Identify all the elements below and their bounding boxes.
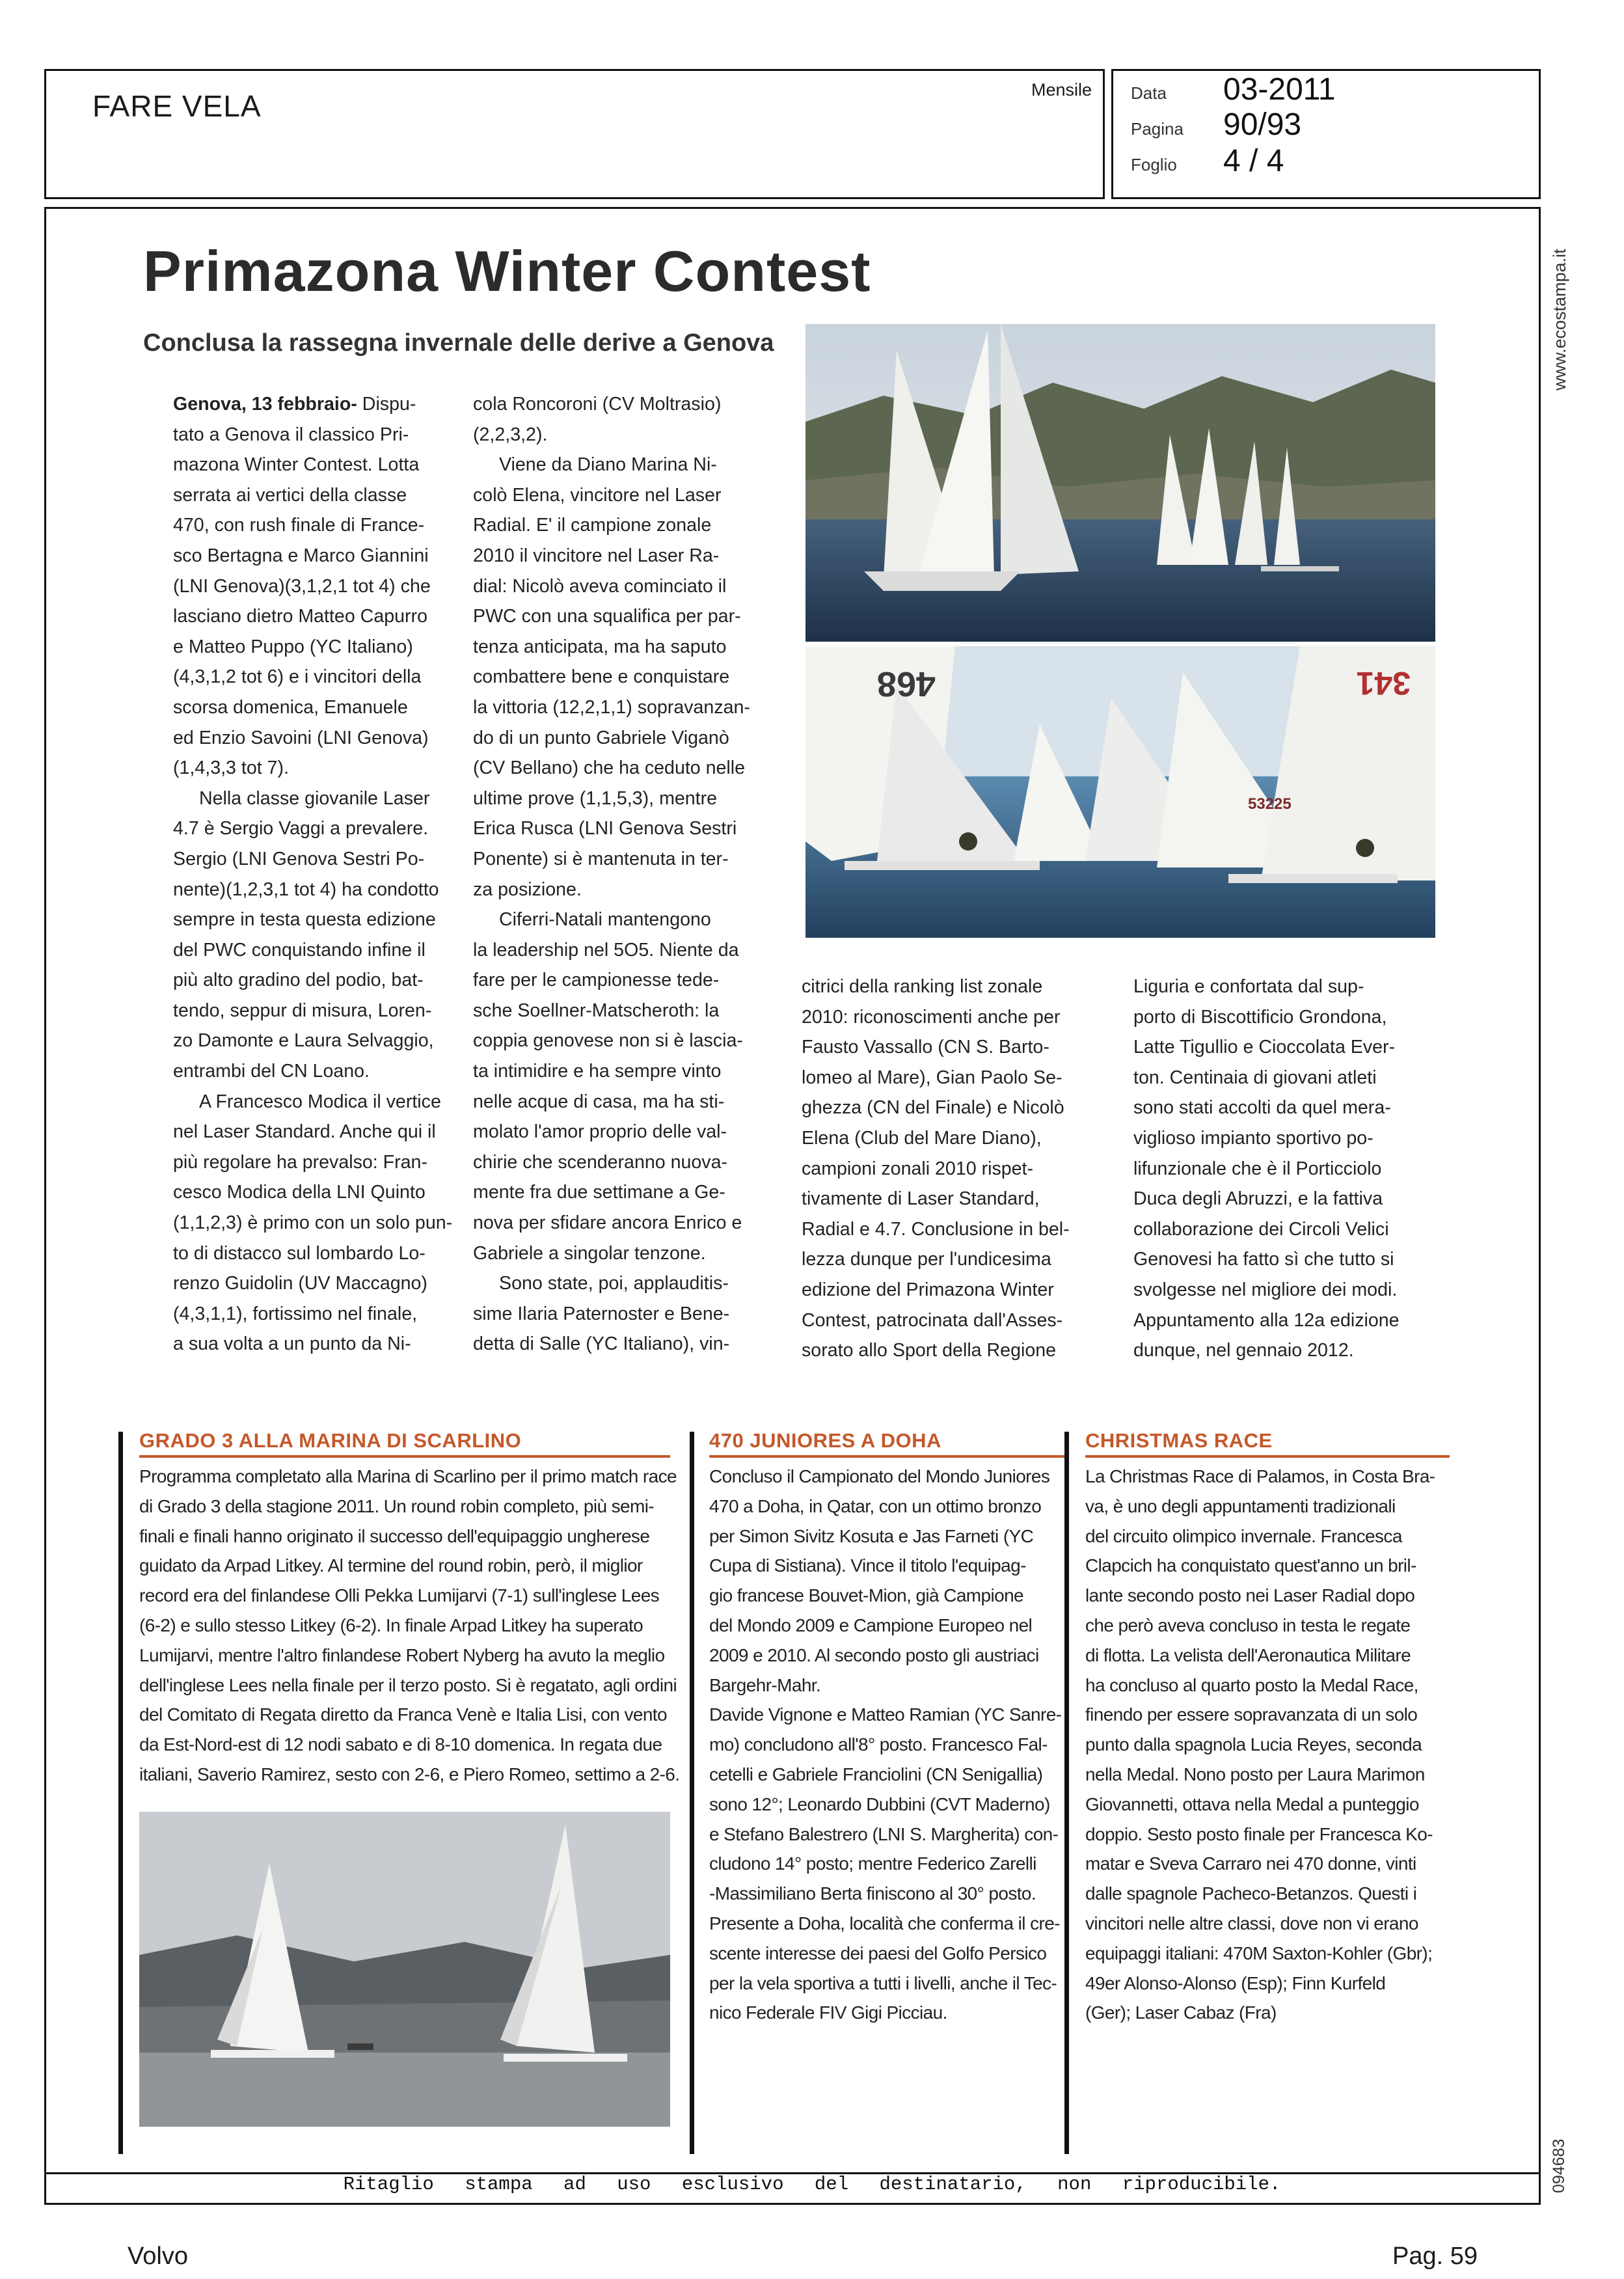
col2-line: detta di Salle (YC Italiano), vin- xyxy=(473,1333,730,1355)
meta-label-page: Pagina xyxy=(1131,119,1184,139)
col2-line: la vittoria (12,2,1,1) sopravanzan- xyxy=(473,696,750,718)
box2-line: del Mondo 2009 e Campione Europeo nel xyxy=(709,1615,1033,1635)
col3-line: tivamente di Laser Standard, xyxy=(802,1188,1040,1210)
box2-line: 470 a Doha, in Qatar, con un ottimo bronzo xyxy=(709,1495,1042,1516)
article-column-4 xyxy=(1133,972,1400,1366)
box2-line: sono 12°; Leonardo Dubbini (CVT Maderno) xyxy=(709,1794,1050,1814)
side-website-text: www.ecostampa.it xyxy=(1550,249,1569,390)
col2-line: sche Soellner-Matscheroth: la xyxy=(473,1000,720,1021)
col1-line: più alto gradino del podio, bat- xyxy=(173,970,424,991)
box3-side-bar xyxy=(1064,1432,1069,2154)
footer-page-number: Pag. 59 xyxy=(1392,2243,1478,2270)
box2-title: 470 JUNIORES A DOHA xyxy=(709,1429,941,1452)
col4-line: Appuntamento alla 12a edizione xyxy=(1133,1309,1400,1331)
box3-text xyxy=(1085,1462,1435,2028)
box1-text xyxy=(139,1462,679,1790)
box2-text xyxy=(709,1462,1061,2028)
box1-title: GRADO 3 ALLA MARINA DI SCARLINO xyxy=(139,1429,522,1452)
col2-line: do di un punto Gabriele Viganò xyxy=(473,727,729,748)
box3-line: dalle spagnole Pacheco-Betanzos. Questi i xyxy=(1085,1883,1417,1904)
box2-line: e Stefano Balestrero (LNI S. Margherita) con- xyxy=(709,1823,1059,1844)
box2-line: per Simon Sivitz Kosuta e Jas Farneti (YC xyxy=(709,1525,1034,1546)
box2-line: Davide Vignone e Matteo Ramian (YC Sanre- xyxy=(709,1704,1062,1725)
col4-line: porto di Biscottificio Grondona, xyxy=(1133,1006,1387,1028)
col1-line: scorsa domenica, Emanuele xyxy=(173,696,408,718)
box2-title-rule xyxy=(709,1455,1064,1458)
meta-label-sheet: Foglio xyxy=(1131,155,1177,174)
col1-line: tendo, seppur di misura, Loren- xyxy=(173,1000,432,1021)
box3-line: La Christmas Race di Palamos, in Costa Bra- xyxy=(1085,1466,1435,1486)
col1-line: cesco Modica della LNI Quinto xyxy=(173,1182,426,1203)
col3-line: lomeo al Mare), Gian Paolo Se- xyxy=(802,1067,1062,1088)
article-column-1 xyxy=(173,389,452,1359)
col1-line: entrambi del CN Loano. xyxy=(173,1061,370,1082)
box1-title-rule xyxy=(139,1455,670,1458)
regatta-photo-bottom xyxy=(805,646,1435,938)
box1-line: da Est-Nord-est di 12 nodi sabato e di 8-10 domenica. In regata due xyxy=(139,1734,662,1755)
col3-line: edizione del Primazona Winter xyxy=(802,1279,1054,1300)
col4-line: viglioso impianto sportivo po- xyxy=(1133,1127,1374,1149)
col3-line: lezza dunque per l'undicesima xyxy=(802,1249,1051,1270)
col2-line: Ponente) si è mantenuta in ter- xyxy=(473,848,729,869)
col1-line: renzo Guidolin (UV Maccagno) xyxy=(173,1273,427,1294)
col2-line: coppia genovese non si è lascia- xyxy=(473,1030,743,1052)
article-title: Primazona Winter Contest xyxy=(143,239,871,303)
col2-line: PWC con una squalifica per par- xyxy=(473,606,741,627)
col1-line: lasciano dietro Matteo Capurro xyxy=(173,606,427,627)
meta-label-date: Data xyxy=(1131,83,1167,103)
col2-line: (2,2,3,2). xyxy=(473,424,548,445)
regatta-photo-top xyxy=(805,324,1435,642)
box2-line: Presente a Doha, località che conferma il cre- xyxy=(709,1913,1060,1933)
box2-line: scente interesse dei paesi del Golfo Persico xyxy=(709,1943,1047,1963)
box3-line: va, è uno degli appuntamenti tradizionali xyxy=(1085,1495,1396,1516)
col1-line: (4,3,1,2 tot 6) e i vincitori della xyxy=(173,666,422,688)
col3-line: Contest, patrocinata dall'Asses- xyxy=(802,1309,1063,1331)
col4-line: ton. Centinaia di giovani atleti xyxy=(1133,1067,1377,1088)
col2-line: fare per le campionesse tede- xyxy=(473,970,720,991)
sail-number-3: 53225 xyxy=(1248,795,1292,813)
col3-line: 2010: riconoscimenti anche per xyxy=(802,1006,1061,1028)
publication-name: FARE VELA xyxy=(92,89,262,123)
sail-number-2: 341 xyxy=(1356,665,1411,702)
col4-line: Latte Tigullio e Cioccolata Ever- xyxy=(1133,1037,1396,1058)
col1-line: (4,3,1,1), fortissimo nel finale, xyxy=(173,1303,418,1324)
clipping-notice: Ritaglio stampa ad uso esclusivo del destinatario, non riproducibile. xyxy=(343,2174,1281,2195)
box1-side-bar xyxy=(118,1432,123,2154)
box1-line: italiani, Saverio Ramirez, sesto con 2-6, e Piero Romeo, settimo a 2-6. xyxy=(139,1764,680,1784)
side-code-text: 094683 xyxy=(1550,2138,1568,2193)
box3-line: nella Medal. Nono posto per Laura Marimon xyxy=(1085,1764,1425,1784)
box1-line: finali e finali hanno originato il successo dell'equipaggio ungherese xyxy=(139,1525,650,1546)
box3-line: di flotta. La velista dell'Aeronautica Militare xyxy=(1085,1644,1411,1665)
box2-side-bar xyxy=(690,1432,694,2154)
box3-line: del circuito olimpico invernale. Francesca xyxy=(1085,1525,1402,1546)
col2-line: Viene da Diano Marina Ni- xyxy=(499,454,717,476)
box2-line: cludono 14° posto; mentre Federico Zarelli xyxy=(709,1853,1036,1874)
col2-line: mente fra due settimane a Ge- xyxy=(473,1182,725,1203)
box2-line: nico Federale FIV Gigi Picciau. xyxy=(709,2002,947,2023)
box1-line: di Grado 3 della stagione 2011. Un round robin completo, più semi- xyxy=(139,1495,655,1516)
box3-line: ha concluso al quarto posto la Medal Race, xyxy=(1085,1674,1418,1695)
col2-line: Gabriele a singolar tenzone. xyxy=(473,1242,706,1264)
box1-line: dell'inglese Lees nella finale per il terzo posto. Si è regatato, agli ordini xyxy=(139,1674,677,1695)
col1-line: Genova, 13 febbraio- Dispu- xyxy=(173,394,416,415)
col4-line: Genovesi ha fatto sì che tutto si xyxy=(1133,1249,1394,1270)
col2-line: chirie che scenderanno nuova- xyxy=(473,1151,728,1173)
article-subtitle: Conclusa la rassegna invernale delle derive a Genova xyxy=(143,329,774,357)
meta-value-page: 90/93 xyxy=(1223,107,1302,142)
col1-line: del PWC conquistando infine il xyxy=(173,939,426,961)
col3-line: Elena (Club del Mare Diano), xyxy=(802,1127,1042,1149)
side-website xyxy=(1547,215,1573,397)
col1-line: (1,1,2,3) è primo con un solo pun- xyxy=(173,1212,453,1234)
regatta-photo-top-art xyxy=(805,324,1435,642)
col3-line: sorato allo Sport della Regione xyxy=(802,1340,1057,1361)
box1-photo-art xyxy=(139,1812,670,2127)
box3-line: Clapcich ha conquistato quest'anno un bril- xyxy=(1085,1555,1416,1576)
footer-client: Volvo xyxy=(128,2243,188,2270)
box3-line: finendo per essere sopravanzata di un solo xyxy=(1085,1704,1418,1725)
col2-line: ultime prove (1,1,5,3), mentre xyxy=(473,787,718,809)
col4-line: Liguria e confortata dal sup- xyxy=(1133,976,1364,997)
box2-line: gio francese Bouvet-Mion, già Campione xyxy=(709,1585,1024,1606)
col2-line: molato l'amor proprio delle val- xyxy=(473,1121,727,1143)
col2-line: la leadership nel 5O5. Niente da xyxy=(473,939,739,961)
col2-line: Ciferri-Natali mantengono xyxy=(499,909,711,931)
col1-line: mazona Winter Contest. Lotta xyxy=(173,454,420,476)
sail-number-1: 468 xyxy=(876,664,936,703)
box3-line: lante secondo posto nei Laser Radial dopo xyxy=(1085,1585,1415,1606)
col2-line: (CV Bellano) che ha ceduto nelle xyxy=(473,757,746,779)
box1-line: record era del finlandese Olli Pekka Lumijarvi (7-1) sull'inglese Lees xyxy=(139,1585,660,1606)
col3-line: citrici della ranking list zonale xyxy=(802,976,1043,997)
col1-line: ed Enzio Savoini (LNI Genova) xyxy=(173,727,429,748)
col2-line: cola Roncoroni (CV Moltrasio) xyxy=(473,394,722,415)
col1-line: (LNI Genova)(3,1,2,1 tot 4) che xyxy=(173,575,431,597)
box2-line: cetelli e Gabriele Franciolini (CN Senigallia) xyxy=(709,1764,1043,1784)
box3-line: Giovannetti, ottava nella Medal a punteggio xyxy=(1085,1794,1419,1814)
col4-line: sono stati accolti da quel mera- xyxy=(1133,1097,1391,1119)
col1-line: Sergio (LNI Genova Sestri Po- xyxy=(173,848,425,869)
col1-line: 4.7 è Sergio Vaggi a prevalere. xyxy=(173,818,429,839)
box3-line: doppio. Sesto posto finale per Francesca Ko- xyxy=(1085,1823,1433,1844)
col2-line: 2010 il vincitore nel Laser Ra- xyxy=(473,545,720,566)
box1-line: Lumijarvi, mentre l'altro finlandese Robert Nyberg ha avuto la meglio xyxy=(139,1644,665,1665)
col2-line: colò Elena, vincitore nel Laser xyxy=(473,484,722,506)
col1-line: A Francesco Modica il vertice xyxy=(199,1091,441,1112)
col3-line: Radial e 4.7. Conclusione in bel- xyxy=(802,1218,1070,1240)
col1-line: (1,4,3,3 tot 7). xyxy=(173,757,290,779)
col4-line: lifunzionale che è il Porticciolo xyxy=(1133,1158,1382,1179)
col2-line: combattere bene e conquistare xyxy=(473,666,730,688)
box1-photo xyxy=(139,1812,670,2127)
col2-line: nelle acque di casa, ma ha sti- xyxy=(473,1091,725,1112)
col2-line: za posizione. xyxy=(473,879,582,900)
meta-value-date: 03-2011 xyxy=(1223,72,1336,107)
col3-line: campioni zonali 2010 rispet- xyxy=(802,1158,1034,1179)
col1-line: nente)(1,2,3,1 tot 4) ha condotto xyxy=(173,879,439,900)
frequency-label: Mensile xyxy=(1031,80,1092,100)
col1-line: più regolare ha prevalso: Fran- xyxy=(173,1151,427,1173)
box2-line: -Massimiliano Berta finiscono al 30° posto. xyxy=(709,1883,1036,1904)
box3-line: punto dalla spagnola Lucia Reyes, seconda xyxy=(1085,1734,1422,1755)
col1-line: e Matteo Puppo (YC Italiano) xyxy=(173,636,413,657)
article-column-3 xyxy=(802,972,1070,1366)
col4-line: dunque, nel gennaio 2012. xyxy=(1133,1340,1354,1361)
box2-line: Concluso il Campionato del Mondo Juniores xyxy=(709,1466,1050,1486)
box2-line: Cupa di Sistiana). Vince il titolo l'equipag- xyxy=(709,1555,1026,1576)
col1-line: nel Laser Standard. Anche qui il xyxy=(173,1121,436,1143)
col4-line: collaborazione dei Circoli Velici xyxy=(1133,1218,1389,1240)
box3-line: (Ger); Laser Cabaz (Fra) xyxy=(1085,2002,1277,2023)
col2-line: Radial. E' il campione zonale xyxy=(473,515,712,536)
col1-line: zo Damonte e Laura Selvaggio, xyxy=(173,1030,434,1052)
col1-line: a sua volta a un punto da Ni- xyxy=(173,1333,411,1355)
col2-line: nova per sfidare ancora Enrico e xyxy=(473,1212,742,1234)
article-column-2 xyxy=(473,389,750,1359)
box2-line: per la vela sportiva a tutti i livelli, anche il Tec- xyxy=(709,1972,1057,1993)
box2-line: 2009 e 2010. Al secondo posto gli austriaci xyxy=(709,1644,1039,1665)
col1-line: to di distacco sul lombardo Lo- xyxy=(173,1242,426,1264)
col1-line: tato a Genova il classico Pri- xyxy=(173,424,409,445)
col2-line: sime Ilaria Paternoster e Bene- xyxy=(473,1303,730,1324)
col2-line: tenza anticipata, ma ha saputo xyxy=(473,636,727,657)
box3-line: 49er Alonso-Alonso (Esp); Finn Kurfeld xyxy=(1085,1972,1386,1993)
box1-line: Programma completato alla Marina di Scarlino per il primo match race xyxy=(139,1466,677,1486)
box3-line: equipaggi italiani: 470M Saxton-Kohler (Gbr); xyxy=(1085,1943,1433,1963)
box1-line: (6-2) e sullo stesso Litkey (6-2). In finale Arpad Litkey ha superato xyxy=(139,1615,643,1635)
col4-line: Duca degli Abruzzi, e la fattiva xyxy=(1133,1188,1383,1210)
box3-line: che però aveva concluso in testa le regate xyxy=(1085,1615,1411,1635)
box3-title-rule xyxy=(1085,1455,1450,1458)
box2-line: Bargehr-Mahr. xyxy=(709,1674,821,1695)
col1-line: serrata ai vertici della classe xyxy=(173,484,407,506)
meta-value-sheet: 4 / 4 xyxy=(1223,144,1284,178)
box3-line: matar e Sveva Carraro nei 470 donne, vinti xyxy=(1085,1853,1416,1874)
col1-line: 470, con rush finale di France- xyxy=(173,515,425,536)
col3-line: ghezza (CN del Finale) e Nicolò xyxy=(802,1097,1064,1119)
col3-line: Fausto Vassallo (CN S. Barto- xyxy=(802,1037,1049,1058)
col1-line: Nella classe giovanile Laser xyxy=(199,787,430,809)
col2-line: Erica Rusca (LNI Genova Sestri xyxy=(473,818,737,839)
box2-line: mo) concludono all'8° posto. Francesco Fal- xyxy=(709,1734,1048,1755)
regatta-photo-bottom-art xyxy=(805,646,1435,938)
col1-line: sco Bertagna e Marco Giannini xyxy=(173,545,429,566)
col2-line: dial: Nicolò aveva cominciato il xyxy=(473,575,727,597)
col2-line: Sono state, poi, applauditis- xyxy=(499,1273,729,1294)
col4-line: svolgesse nel migliore dei modi. xyxy=(1133,1279,1398,1300)
box3-line: vincitori nelle altre classi, dove non vi erano xyxy=(1085,1913,1418,1933)
col2-line: ta intimidire e ha sempre vinto xyxy=(473,1061,722,1082)
box3-title: CHRISTMAS RACE xyxy=(1085,1429,1273,1452)
box1-line: guidato da Arpad Litkey. Al termine del round robin, però, il miglior xyxy=(139,1555,643,1576)
box1-line: del Comitato di Regata diretto da Franca Venè e Italia Lisi, con vento xyxy=(139,1704,667,1725)
col1-line: sempre in testa questa edizione xyxy=(173,909,436,931)
